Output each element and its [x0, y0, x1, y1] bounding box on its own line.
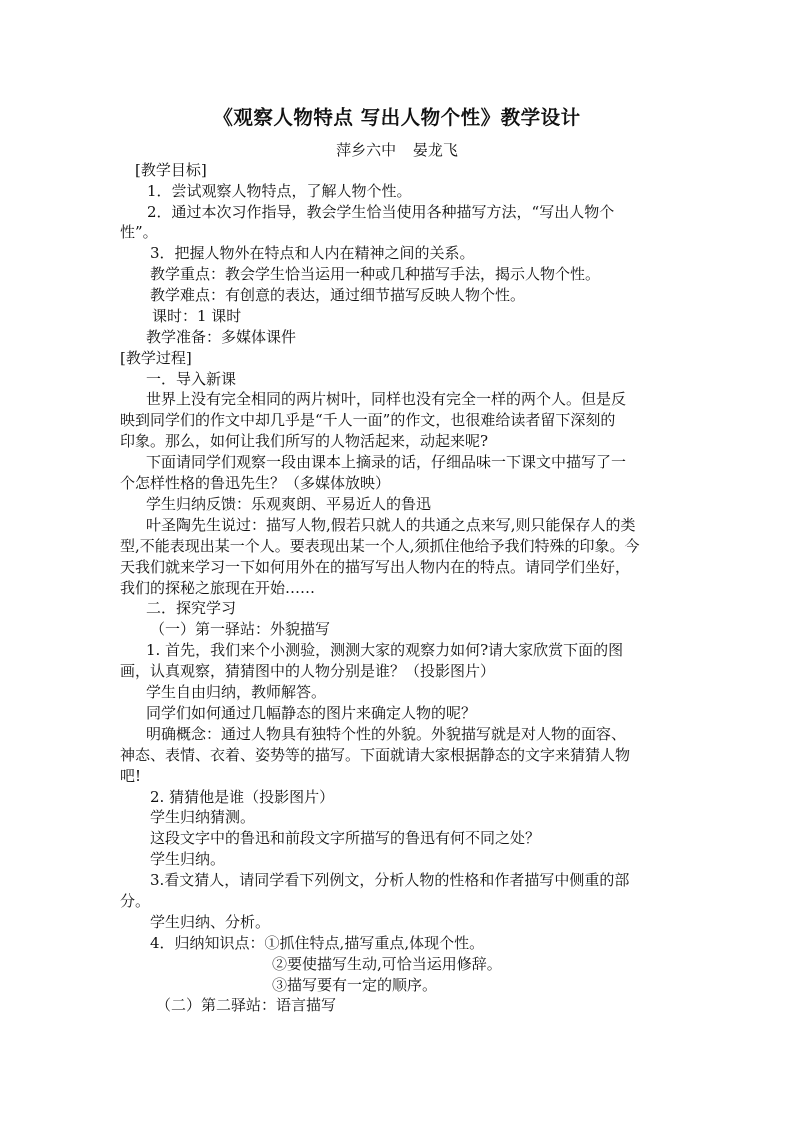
- paragraph-line: 我们的探秘之旅现在开始……: [120, 579, 316, 597]
- teaching-prep: 教学准备：多媒体课件: [146, 328, 297, 346]
- subsection-title: （二）第二驿站：语言描写: [156, 996, 337, 1014]
- teaching-difficulty: 教学难点：有创意的表达，通过细节描写反映人物个性。: [150, 286, 526, 304]
- paragraph-line: 2. 猜猜他是谁（投影图片）: [150, 788, 335, 806]
- section-title: 二．探究学习: [146, 599, 237, 617]
- paragraph-line: 个怎样性格的鲁迅先生？（多媒体放映）: [120, 474, 391, 492]
- paragraph-line: 4．归纳知识点：①抓住特点,描写重点,体现个性。: [150, 934, 485, 952]
- paragraph-line: 学生归纳、分析。: [150, 913, 271, 931]
- paragraph-line: 3.看文猜人，请同学看下列例文，分析人物的性格和作者描写中侧重的部: [150, 871, 630, 889]
- paragraph-line: 这段文字中的鲁迅和前段文字所描写的鲁迅有何不同之处？: [150, 829, 541, 847]
- paragraph-line: 叶圣陶先生说过：描写人物,假若只就人的共通之点来写,则只能保存人的类: [146, 516, 636, 534]
- document-title: 《观察人物特点 写出人物个性》教学设计: [213, 106, 581, 129]
- paragraph-line: 学生自由归纳，教师解答。: [146, 683, 327, 701]
- paragraph-line: 吧!: [120, 767, 142, 785]
- paragraph-line: 学生归纳。: [150, 850, 226, 868]
- objective-item: 1．尝试观察人物特点，了解人物个性。: [147, 182, 412, 200]
- paragraph-line: 映到同学们的作文中却几乎是“千人一面”的作文，也很难给读者留下深刻的: [120, 411, 616, 429]
- objective-item: 性”。: [120, 223, 158, 241]
- paragraph-line: 神态、表情、衣着、姿势等的描写。下面就请大家根据静态的文字来猜猜人物: [120, 746, 631, 764]
- paragraph-line: 1. 首先，我们来个小测验，测测大家的观察力如何?请大家欣赏下面的图: [146, 641, 624, 659]
- paragraph-line: 型,不能表现出某一个人。要表现出某一个人,须抓住他给予我们特殊的印象。今: [120, 537, 640, 555]
- subsection-title: （一）第一驿站：外貌描写: [150, 620, 331, 638]
- paragraph-line: 印象。那么，如何让我们所写的人物活起来，动起来呢?: [120, 432, 489, 450]
- teaching-focus: 教学重点：教会学生恰当运用一种或几种描写手法，揭示人物个性。: [150, 265, 601, 283]
- author-line: [0, 140, 794, 160]
- paragraph-line: 学生归纳猜测。: [150, 808, 256, 826]
- author-school: 萍乡六中: [336, 141, 397, 159]
- paragraph-line: 天我们就来学习一下如何用外在的描写写出人物内在的特点。请同学们坐好，: [120, 558, 631, 576]
- paragraph-line: 学生归纳反馈：乐观爽朗、平易近人的鲁迅: [146, 495, 432, 513]
- paragraph-line: 下面请同学们观察一段由课本上摘录的话，仔细品味一下课文中描写了一: [146, 453, 627, 471]
- paragraph-line: 同学们如何通过几幅静态的图片来确定人物的呢？: [146, 704, 477, 722]
- paragraph-line: 明确概念：通过人物具有独特个性的外貌。外貌描写就是对人物的面容、: [146, 725, 627, 743]
- objective-item: 2．通过本次习作指导，教会学生恰当使用各种描写方法，“写出人物个: [147, 203, 615, 221]
- author-name: 晏龙飞: [412, 141, 458, 159]
- paragraph-line: 世界上没有完全相同的两片树叶，同样也没有完全一样的两个人。但是反: [146, 390, 627, 408]
- section-title: 一．导入新课: [146, 370, 237, 388]
- paragraph-line: ②要使描写生动,可恰当运用修辞。: [272, 955, 502, 973]
- process-heading: [教学过程]: [120, 349, 192, 367]
- paragraph-line: 画，认真观察，猜猜图中的人物分别是谁？（投影图片）: [120, 662, 496, 680]
- paragraph-line: 分。: [120, 892, 151, 910]
- objectives-heading: [教学目标]: [135, 161, 207, 179]
- paragraph-line: ③描写要有一定的顺序。: [272, 976, 438, 994]
- class-hours: 课时：1 课时: [152, 307, 242, 325]
- objective-item: 3．把握人物外在特点和人内在精神之间的关系。: [150, 244, 475, 262]
